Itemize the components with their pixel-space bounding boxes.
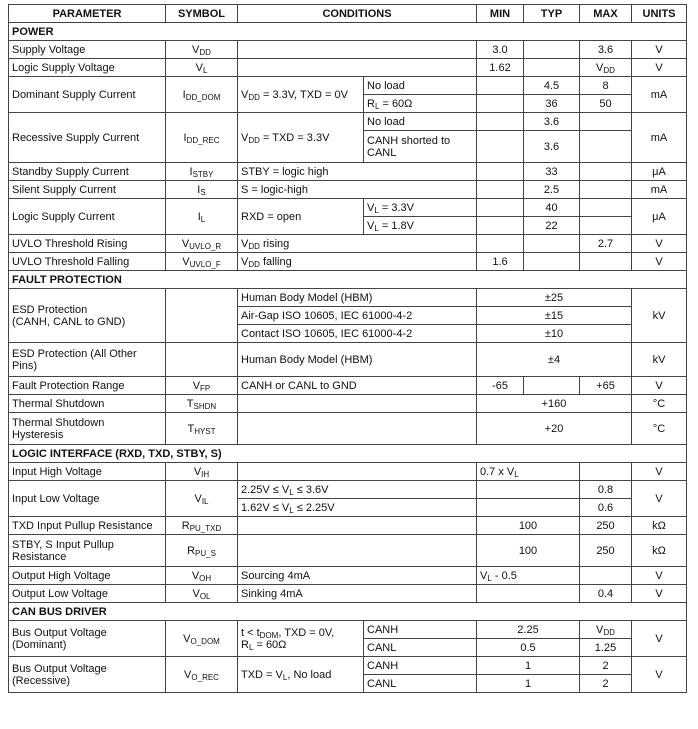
typ-value: ±25 xyxy=(477,289,632,307)
sub-condition: CANH shorted to CANL xyxy=(364,131,477,163)
header-symbol: SYMBOL xyxy=(166,5,238,23)
table-row xyxy=(9,253,687,271)
table-row xyxy=(9,181,687,199)
min-value: 100 xyxy=(477,535,580,567)
section-can-bus-driver: CAN BUS DRIVER xyxy=(9,603,687,621)
max-value: $V_{DD}$ xyxy=(580,621,632,639)
max-value: 0.6 xyxy=(580,499,632,517)
units-value: mA xyxy=(632,181,687,199)
table-row xyxy=(9,199,687,217)
typ-value: 3.6 xyxy=(524,131,580,163)
table-row xyxy=(9,377,687,395)
typ-value: +20 xyxy=(477,413,632,445)
max-value: 8 xyxy=(580,77,632,95)
table-row xyxy=(9,235,687,253)
condition: Air-Gap ISO 10605, IEC 61000-4-2 xyxy=(238,307,477,325)
header-conditions: CONDITIONS xyxy=(238,5,477,23)
condition: $V_{DD}$ = TXD = 3.3V xyxy=(238,113,364,163)
symbol-idd-dom: $I_{DD\_DOM}$ xyxy=(166,77,238,113)
param-output-low-voltage: Output Low Voltage xyxy=(9,585,166,603)
typ-value: 4.5 xyxy=(524,77,580,95)
condition: RXD = open xyxy=(238,199,364,235)
header-parameter: PARAMETER xyxy=(9,5,166,23)
param-bus-output-dominant: Bus Output Voltage (Dominant) xyxy=(9,621,166,657)
typ-value: 22 xyxy=(524,217,580,235)
typ-value: ±10 xyxy=(477,325,632,343)
units-value: °C xyxy=(632,395,687,413)
min-value: 0.5 xyxy=(477,639,580,657)
typ-value: 33 xyxy=(524,163,580,181)
sub-condition: No load xyxy=(364,77,477,95)
condition: $1.62V \le V_L \le 2.25V$ xyxy=(238,499,477,517)
min-value: 1 xyxy=(477,657,580,675)
typ-value: ±4 xyxy=(477,343,632,377)
table-row xyxy=(9,59,687,77)
symbol-rpu-txd: $R_{PU\_TXD}$ xyxy=(166,517,238,535)
condition: Sourcing 4mA xyxy=(238,567,477,585)
min-value: -65 xyxy=(477,377,524,395)
units-value: °C xyxy=(632,413,687,445)
max-value: 2 xyxy=(580,675,632,693)
max-value: 2 xyxy=(580,657,632,675)
section-logic-interface: LOGIC INTERFACE (RXD, TXD, STBY, S) xyxy=(9,445,687,463)
symbol-idd-rec: $I_{DD\_REC}$ xyxy=(166,113,238,163)
param-logic-supply-current: Logic Supply Current xyxy=(9,199,166,235)
min-value: 3.0 xyxy=(477,41,524,59)
symbol-istby: $I_{STBY}$ xyxy=(166,163,238,181)
header-min: MIN xyxy=(477,5,524,23)
header-units: UNITS xyxy=(632,5,687,23)
units-value: V xyxy=(632,41,687,59)
units-value: kV xyxy=(632,343,687,377)
param-esd-protection: ESD Protection (CANH, CANL to GND) xyxy=(9,289,166,343)
typ-value: 40 xyxy=(524,199,580,217)
max-value: 3.6 xyxy=(580,41,632,59)
param-recessive-supply-current: Recessive Supply Current xyxy=(9,113,166,163)
param-input-high-voltage: Input High Voltage xyxy=(9,463,166,481)
param-uvlo-rising: UVLO Threshold Rising xyxy=(9,235,166,253)
param-txd-pullup: TXD Input Pullup Resistance xyxy=(9,517,166,535)
symbol-vo-dom: $V_{O\_DOM}$ xyxy=(166,621,238,657)
param-standby-supply-current: Standby Supply Current xyxy=(9,163,166,181)
units-value: V xyxy=(632,235,687,253)
symbol-vih: $V_{IH}$ xyxy=(166,463,238,481)
max-value: 0.4 xyxy=(580,585,632,603)
units-value: μA xyxy=(632,199,687,235)
sub-condition: No load xyxy=(364,113,477,131)
max-value: 250 xyxy=(580,535,632,567)
sub-condition: CANH xyxy=(364,657,477,675)
condition: CANH or CANL to GND xyxy=(238,377,477,395)
condition: TXD = $V_L$, No load xyxy=(238,657,364,693)
condition: $V_{DD} = 3.3V$, TXD = 0V xyxy=(238,77,364,113)
symbol-il: $I_L$ xyxy=(166,199,238,235)
max-value: +65 xyxy=(580,377,632,395)
param-uvlo-falling: UVLO Threshold Falling xyxy=(9,253,166,271)
symbol-is: $I_S$ xyxy=(166,181,238,199)
table-row xyxy=(9,41,687,59)
min-value: 1 xyxy=(477,675,580,693)
section-power: POWER xyxy=(9,23,687,41)
symbol-uvlo-r: $V_{UVLO\_R}$ xyxy=(166,235,238,253)
min-value: 1.62 xyxy=(477,59,524,77)
units-value: V xyxy=(632,253,687,271)
symbol-tshdn: $T_{SHDN}$ xyxy=(166,395,238,413)
specifications-table xyxy=(8,4,687,693)
max-value: 250 xyxy=(580,517,632,535)
typ-value: 2.5 xyxy=(524,181,580,199)
param-output-high-voltage: Output High Voltage xyxy=(9,567,166,585)
section-fault-protection: FAULT PROTECTION xyxy=(9,271,687,289)
symbol-vl: $V_L$ xyxy=(166,59,238,77)
condition: $2.25V \le V_L \le 3.6V$ xyxy=(238,481,477,499)
symbol-vdd: $V_{DD}$ xyxy=(166,41,238,59)
table-row xyxy=(9,535,687,567)
min-value: 100 xyxy=(477,517,580,535)
sub-condition: $R_L = 60\Omega$ xyxy=(364,95,477,113)
units-value: V xyxy=(632,377,687,395)
table-row xyxy=(9,395,687,413)
table-row xyxy=(9,585,687,603)
symbol-voh: $V_{OH}$ xyxy=(166,567,238,585)
units-value: V xyxy=(632,585,687,603)
units-value: V xyxy=(632,621,687,657)
symbol-uvlo-f: $V_{UVLO\_F}$ xyxy=(166,253,238,271)
condition: Human Body Model (HBM) xyxy=(238,343,477,377)
table-row xyxy=(9,413,687,445)
symbol-vil: $V_{IL}$ xyxy=(166,481,238,517)
param-logic-supply-voltage: Logic Supply Voltage xyxy=(9,59,166,77)
max-value: 0.8 xyxy=(580,481,632,499)
condition: Contact ISO 10605, IEC 61000-4-2 xyxy=(238,325,477,343)
symbol-vfp: $V_{FP}$ xyxy=(166,377,238,395)
param-thermal-hysteresis: Thermal Shutdown Hysteresis xyxy=(9,413,166,445)
condition: $t < t_{DOM}$, TXD = 0V, $R_L = 60\Omega$ xyxy=(238,621,364,657)
symbol-vo-rec: $V_{O\_REC}$ xyxy=(166,657,238,693)
typ-value: 3.6 xyxy=(524,113,580,131)
max-value: 2.7 xyxy=(580,235,632,253)
param-supply-voltage: Supply Voltage xyxy=(9,41,166,59)
units-value: V xyxy=(632,567,687,585)
symbol-rpu-s: $R_{PU\_S}$ xyxy=(166,535,238,567)
units-value: V xyxy=(632,59,687,77)
units-value: mA xyxy=(632,77,687,113)
units-value: kV xyxy=(632,289,687,343)
table-row xyxy=(9,289,687,307)
condition: Human Body Model (HBM) xyxy=(238,289,477,307)
param-silent-supply-current: Silent Supply Current xyxy=(9,181,166,199)
sub-condition: CANL xyxy=(364,675,477,693)
table-row xyxy=(9,113,687,131)
min-value: 0.7 x $V_L$ xyxy=(477,463,580,481)
typ-value: 36 xyxy=(524,95,580,113)
units-value: kΩ xyxy=(632,517,687,535)
table-row xyxy=(9,343,687,377)
units-value: V xyxy=(632,657,687,693)
max-value: 1.25 xyxy=(580,639,632,657)
param-fault-protection-range: Fault Protection Range xyxy=(9,377,166,395)
symbol-vol: $V_{OL}$ xyxy=(166,585,238,603)
table-row xyxy=(9,77,687,95)
condition: $V_{DD}$ rising xyxy=(238,235,477,253)
min-value: 1.6 xyxy=(477,253,524,271)
sub-condition: $V_L = 3.3V$ xyxy=(364,199,477,217)
units-value: V xyxy=(632,463,687,481)
header-row xyxy=(9,5,687,23)
max-value: 50 xyxy=(580,95,632,113)
param-dominant-supply-current: Dominant Supply Current xyxy=(9,77,166,113)
table-row xyxy=(9,481,687,499)
min-value: 2.25 xyxy=(477,621,580,639)
header-max: MAX xyxy=(580,5,632,23)
min-value: $V_L - 0.5$ xyxy=(477,567,580,585)
condition: $V_{DD}$ falling xyxy=(238,253,477,271)
sub-condition: CANH xyxy=(364,621,477,639)
condition: S = logic-high xyxy=(238,181,477,199)
table-row xyxy=(9,163,687,181)
param-thermal-shutdown: Thermal Shutdown xyxy=(9,395,166,413)
sub-condition: $V_L = 1.8V$ xyxy=(364,217,477,235)
condition: STBY = logic high xyxy=(238,163,477,181)
typ-value: +160 xyxy=(477,395,632,413)
header-typ: TYP xyxy=(524,5,580,23)
typ-value: ±15 xyxy=(477,307,632,325)
units-value: μA xyxy=(632,163,687,181)
units-value: mA xyxy=(632,113,687,163)
param-bus-output-recessive: Bus Output Voltage (Recessive) xyxy=(9,657,166,693)
condition: Sinking 4mA xyxy=(238,585,477,603)
param-input-low-voltage: Input Low Voltage xyxy=(9,481,166,517)
units-value: kΩ xyxy=(632,535,687,567)
table-row xyxy=(9,567,687,585)
table-row xyxy=(9,463,687,481)
units-value: V xyxy=(632,481,687,517)
sub-condition: CANL xyxy=(364,639,477,657)
param-stby-s-pullup: STBY, S Input Pullup Resistance xyxy=(9,535,166,567)
max-value: $V_{DD}$ xyxy=(580,59,632,77)
table-row xyxy=(9,657,687,675)
table-row xyxy=(9,517,687,535)
table-row xyxy=(9,621,687,639)
symbol-thyst: $T_{HYST}$ xyxy=(166,413,238,445)
param-esd-other-pins: ESD Protection (All Other Pins) xyxy=(9,343,166,377)
